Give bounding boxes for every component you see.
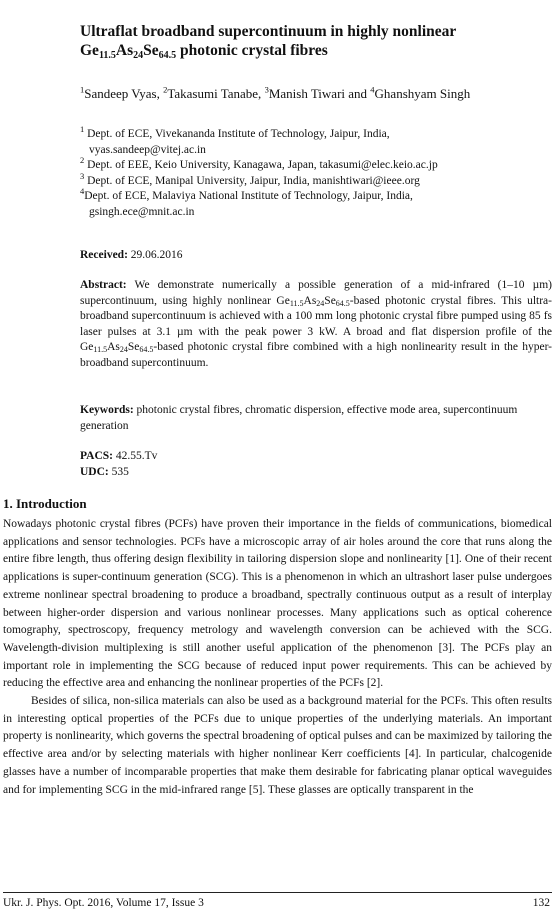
formula-ge-sub: 11.5 (98, 50, 116, 61)
author-name: Manish Tiwari and (268, 86, 371, 101)
pacs-label: PACS: (80, 450, 114, 462)
body-text (3, 516, 552, 799)
section-heading: 1. Introduction (3, 496, 87, 511)
affiliation-item (80, 170, 550, 190)
abstract-text-1: We demonstrate numerically a possible generation of a mid-infrared (1–10 µm) supercontinuum, using highly nonlinear (80, 279, 552, 307)
affiliation-sup: 2 (80, 155, 85, 166)
keywords-label: Keywords: (80, 404, 134, 416)
affiliation-sup: 3 (80, 170, 85, 181)
udc-label: UDC: (80, 465, 109, 478)
abstract (80, 278, 552, 372)
keywords (80, 403, 550, 434)
affiliation-text: Dept. of ECE, Malaviya National Institute of Technology, Jaipur, India, (84, 190, 413, 202)
udc-value: 535 (108, 465, 129, 478)
affiliation-text: Dept. of EEE, Keio University, Kanagawa, Japan, takasumi@elec.keio.ac.jp (84, 159, 438, 171)
formula-se-sub: 64.5 (158, 50, 177, 61)
footer-journal: Ukr. J. Phys. Opt. 2016, Volume 17, Issue 3 (3, 897, 204, 909)
affiliation-text: Dept. of ECE, Manipal University, Jaipur, India, manishtiwari@ieee.org (84, 174, 420, 187)
abstract-text-2: -based photonic crystal fibres. This ultra-broadband supercontinuum is achieved with a 100 mm long photonic crystal fibre pumped using 85 fs laser pulses at 3.1 µm with the peak power 3 kW. A broad and flat dispersion profile of the (80, 294, 552, 338)
affiliation-list (80, 124, 550, 220)
formula-as-sub: 24 (119, 345, 128, 355)
received-date (80, 249, 183, 261)
title-line-1: Ultraflat broadband supercontinuum in highly nonlinear (80, 23, 457, 40)
abstract-text-3: -based photonic crystal fibre combined with a high nonlinearity result in the hyper-broadband supercontinuum. (80, 341, 552, 369)
udc-line (80, 465, 157, 481)
formula-ge: Ge (80, 341, 94, 354)
pacs-value: 42.55.Tv (113, 450, 158, 462)
keywords-value: photonic crystal fibres, chromatic dispersion, effective mode area, supercontinuum generation (80, 404, 518, 432)
author-name: Takasumi Tanabe, (167, 86, 265, 101)
affiliation-email: gsingh.ece@mnit.ac.in (89, 205, 195, 218)
title-line-2 (80, 41, 540, 60)
paper-title (80, 22, 540, 60)
formula-se-sub: 64.5 (139, 345, 154, 355)
footer-divider (3, 892, 552, 893)
formula-se: Se (143, 42, 159, 59)
formula-as: As (115, 42, 134, 59)
body-paragraph-1: Nowadays photonic crystal fibres (PCFs) have proven their importance in the fields of communications, biomedical applications and sensor technologies. PCFs have a microscopic array of air holes around the core that runs along the entire fibre length, thus offering design flexibility in tailoring dispersion slope and nonlinearity [1]. One of their recent applications is super-continuum generation (SCG). This is a phenomenon in which an ultrashort laser pulse undergoes extreme nonlinear spectral broadening to produce a broadband, spectrally continuous output as a result of interplay between higher-order dispersion and various nonlinear processes. Many applications such as optical coherence tomography, spectroscopy, frequency metrology and wavelength conversion can be achieved with the SCG. Wavelength-division multiplexing is still another useful application of the phenomenon [3]. The PCFs play an important role in implementing the SCG because of reduced input power requirements. This can be achieved by reducing the effective area and enhancing the nonlinear properties of the PCFs [2]. (3, 518, 552, 690)
formula-se: Se (127, 341, 140, 354)
title-line-2-rest: photonic crystal fibres (176, 42, 328, 59)
affiliation-sup: 4 (80, 186, 85, 197)
author-sup: 1 (80, 84, 85, 95)
author-name: Sandeep Vyas, (84, 86, 164, 101)
author-sup: 3 (264, 84, 269, 95)
affiliation-text: Dept. of ECE, Vivekananda Institute of Technology, Jaipur, India, (84, 128, 390, 140)
formula-ge-sub: 11.5 (93, 345, 108, 355)
formula-ge-sub: 11.5 (289, 298, 304, 308)
formula-se: Se (324, 294, 336, 307)
affiliation-item (80, 186, 550, 220)
affiliation-item (80, 124, 550, 158)
author-sup: 4 (370, 84, 375, 95)
formula-as: As (303, 294, 317, 307)
author-sup: 2 (163, 84, 168, 95)
body-paragraph-2: Besides of silica, non-silica materials can also be used as a background material for the PCFs. This often results in interesting optical properties of the PCFs due to unique properties of the underlying materials. An important property is nonlinearity, which governs the spectral broadening of optical pulses and can be maximized by tailoring the effective area and/or by selecting materials with higher nonlinear Kerr coefficients [4]. In particular, chalcogenide glasses have a number of incomparable properties that make them desirable for fabricating planar optical waveguides and for implementing SCG in the mid-infrared range [5]. These glasses are optically transparent in the (3, 695, 552, 796)
received-value: 29.06.2016 (127, 249, 183, 261)
formula-ge: Ge (80, 42, 99, 59)
footer-page-number: 132 (532, 897, 550, 909)
formula-as: As (107, 341, 120, 354)
pacs-line (80, 449, 157, 465)
abstract-formula (276, 295, 349, 307)
abstract-label: Abstract: (80, 279, 127, 291)
abstract-formula (80, 341, 153, 353)
formula-ge: Ge (276, 294, 290, 307)
author-list (80, 86, 550, 102)
formula-se-sub: 64.5 (335, 298, 350, 308)
formula-as-sub: 24 (133, 50, 144, 61)
author-name: Ghanshyam Singh (374, 86, 471, 101)
affiliation-item (80, 155, 550, 174)
formula-as-sub: 24 (316, 298, 325, 308)
affiliation-email: vyas.sandeep@vitej.ac.in (89, 143, 206, 156)
received-label: Received: (80, 249, 128, 261)
classification (80, 449, 157, 480)
affiliation-sup: 1 (80, 124, 85, 135)
